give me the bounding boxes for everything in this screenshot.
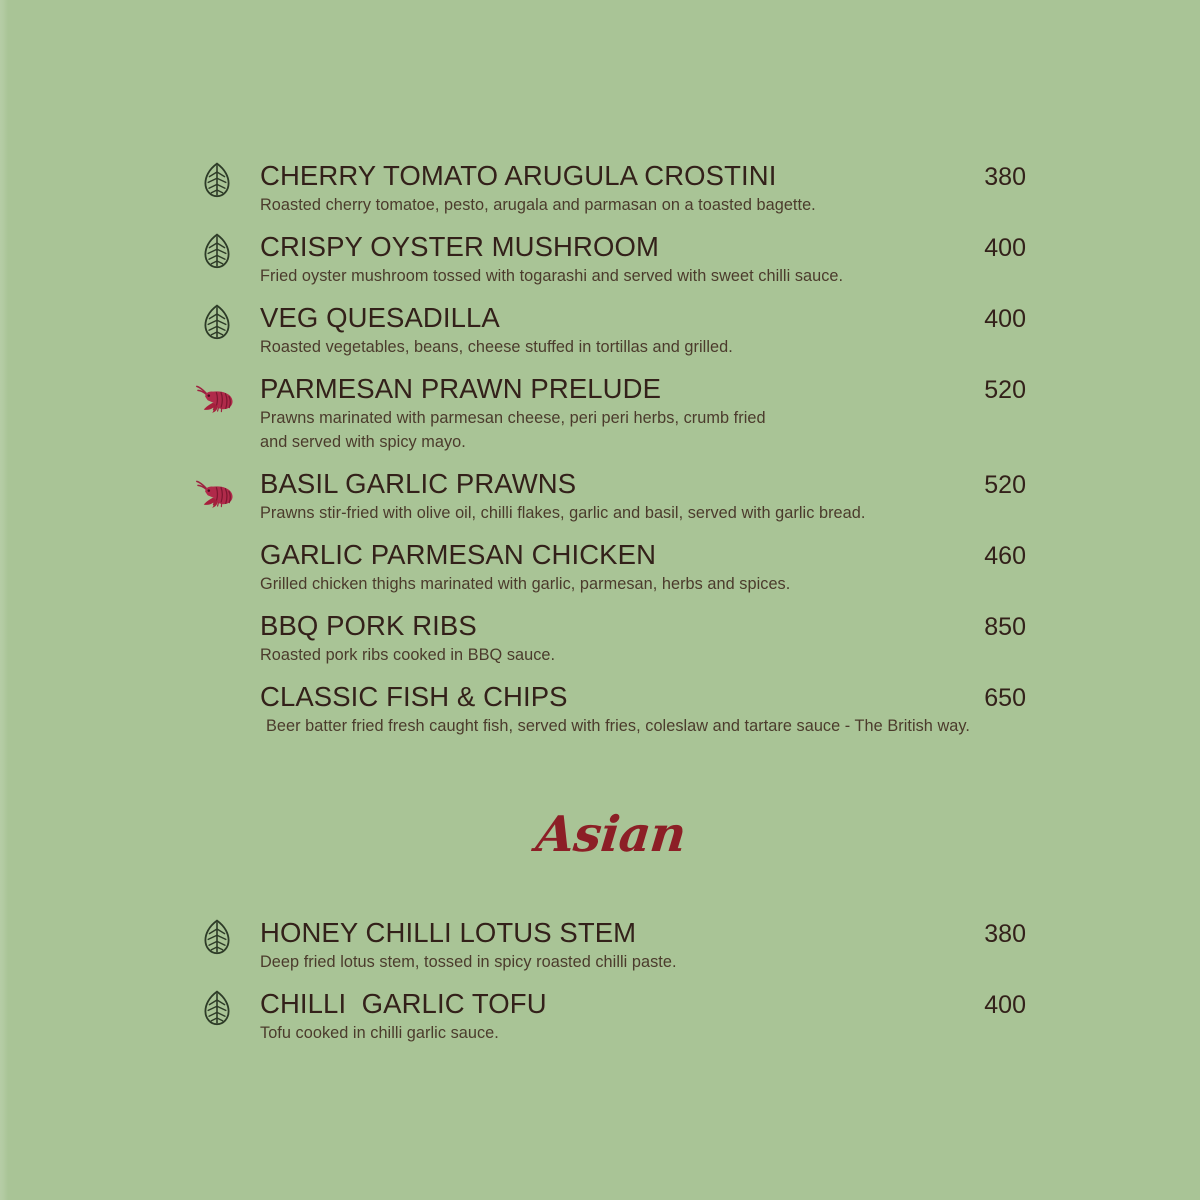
menu-item-description: Grilled chicken thighs marinated with garlic, parmesan, herbs and spices. bbox=[260, 574, 791, 593]
menu-item bbox=[196, 373, 1026, 453]
menu-item-name: GARLIC PARMESAN CHICKEN bbox=[260, 538, 657, 570]
menu-item bbox=[196, 160, 1026, 217]
leaf-veg-icon bbox=[196, 919, 242, 961]
menu-item-price: 650 bbox=[984, 684, 1026, 713]
menu-item bbox=[196, 988, 1026, 1045]
leaf-veg-icon bbox=[196, 233, 242, 275]
menu-item bbox=[196, 610, 1026, 667]
section-heading-asian: Asian bbox=[533, 805, 689, 864]
menu-item-name: HONEY CHILLI LOTUS STEM bbox=[260, 917, 637, 949]
menu-item-header bbox=[260, 160, 1026, 192]
menu-item-price: 400 bbox=[984, 234, 1026, 263]
menu-section-asian bbox=[196, 805, 1026, 1045]
menu-item-header bbox=[260, 610, 1026, 642]
menu-item-name: CHERRY TOMATO ARUGULA CROSTINI bbox=[260, 160, 777, 191]
menu-item-name: CLASSIC FISH & CHIPS bbox=[260, 681, 568, 713]
menu-item bbox=[196, 917, 1026, 974]
menu-item-description: Roasted cherry tomatoe, pesto, arugala and parmasan on a toasted bagette. bbox=[260, 196, 816, 214]
menu-item-price: 460 bbox=[984, 541, 1026, 570]
section-heading-spacer bbox=[196, 859, 1026, 917]
menu-item-header bbox=[260, 539, 1026, 571]
menu-item-price: 400 bbox=[984, 991, 1026, 1020]
menu-item-price: 380 bbox=[984, 920, 1026, 949]
menu-section-starters bbox=[196, 160, 1026, 738]
menu-item-name: BASIL GARLIC PRAWNS bbox=[260, 467, 577, 499]
menu-item-name: PARMESAN PRAWN PRELUDE bbox=[260, 373, 662, 405]
leaf-veg-icon bbox=[196, 162, 242, 204]
prawn-seafood-icon bbox=[196, 375, 242, 417]
menu-item-header bbox=[260, 302, 1026, 334]
menu-item-header bbox=[260, 231, 1026, 263]
menu-content bbox=[196, 160, 1026, 1046]
menu-item bbox=[196, 539, 1026, 596]
menu-item-price: 520 bbox=[984, 376, 1026, 405]
menu-item-description: Roasted pork ribs cooked in BBQ sauce. bbox=[260, 645, 556, 664]
menu-item-header bbox=[260, 988, 1026, 1020]
leaf-veg-icon bbox=[196, 304, 242, 346]
menu-item-name: VEG QUESADILLA bbox=[260, 302, 500, 334]
menu-item-header bbox=[260, 373, 1026, 405]
prawn-seafood-icon bbox=[196, 470, 242, 512]
menu-item-description: Beer batter fried fresh caught fish, served with fries, coleslaw and tartare sauce - The British way. bbox=[266, 717, 970, 736]
menu-item-description: Fried oyster mushroom tossed with togarashi and served with sweet chilli sauce. bbox=[260, 267, 844, 286]
leaf-veg-icon bbox=[196, 990, 242, 1032]
menu-item-header bbox=[260, 468, 1026, 500]
menu-item-name: BBQ PORK RIBS bbox=[260, 609, 477, 641]
menu-item-name: CHILLI GARLIC TOFU bbox=[260, 988, 547, 1020]
menu-item bbox=[196, 468, 1026, 525]
page-edge-highlight bbox=[0, 0, 8, 1200]
menu-item bbox=[196, 302, 1026, 359]
menu-item bbox=[196, 231, 1026, 288]
menu-item-price: 850 bbox=[984, 612, 1026, 641]
menu-item-name: CRISPY OYSTER MUSHROOM bbox=[260, 231, 659, 263]
menu-item-header bbox=[260, 681, 1026, 713]
menu-item-description: Prawns marinated with parmesan cheese, peri peri herbs, crumb fried and served with spicy mayo. bbox=[260, 409, 766, 451]
menu-item-price: 380 bbox=[984, 163, 1026, 191]
menu-item-price: 520 bbox=[984, 470, 1026, 499]
menu-item-description: Tofu cooked in chilli garlic sauce. bbox=[260, 1024, 499, 1043]
menu-item-price: 400 bbox=[984, 305, 1026, 334]
menu-item bbox=[196, 681, 1026, 738]
menu-item-description: Prawns stir-fried with olive oil, chilli flakes, garlic and basil, served with garlic bread. bbox=[260, 503, 866, 522]
menu-item-header bbox=[260, 917, 1026, 949]
menu-item-description: Deep fried lotus stem, tossed in spicy roasted chilli paste. bbox=[260, 953, 677, 972]
menu-item-description: Roasted vegetables, beans, cheese stuffed in tortillas and grilled. bbox=[260, 338, 733, 357]
